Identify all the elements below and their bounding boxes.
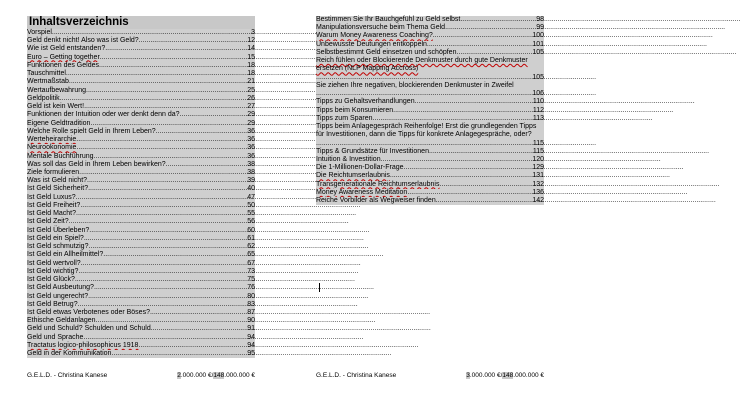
toc-entry[interactable] <box>27 161 255 169</box>
toc-entry-page: 91 <box>247 325 255 333</box>
toc-entry-title: Transgenerationale Reichtumserlaubnis <box>316 180 440 188</box>
toc-entry-title: Werteheirarchie <box>27 136 77 144</box>
toc-entry-page: 99 <box>536 24 544 32</box>
toc-entry-title: Funktionen der Intuition oder wer denkt denn da? <box>27 111 180 119</box>
toc-leader-dots <box>439 181 531 189</box>
toc-entry-page: 3 <box>251 29 255 36</box>
toc-entry[interactable] <box>316 49 544 57</box>
toc-leader-dots <box>80 202 246 210</box>
footer-author: G.E.L.D. - Christina Kanese <box>316 372 397 379</box>
toc-entry-page: 38 <box>247 160 255 168</box>
toc-entry-title: Wertaufbewahrung <box>27 86 87 94</box>
toc-entry-page: 94 <box>247 341 255 349</box>
toc-leader-dots <box>316 74 531 82</box>
toc-entry-title: Geld denkt nicht! Also was ist Geld? <box>27 37 139 45</box>
toc-entry-page: 129 <box>532 164 544 172</box>
toc-leader-dots <box>60 95 247 103</box>
toc-entry-page: 26 <box>247 94 255 102</box>
toc-entry-title: Eigene Geldtradition <box>27 119 91 127</box>
toc-leader-dots <box>138 342 246 350</box>
toc-entry-page: 106 <box>532 90 544 98</box>
toc-entry[interactable] <box>27 268 255 276</box>
toc-entry-tail <box>316 74 544 82</box>
toc-entry[interactable] <box>27 144 255 152</box>
toc-entry[interactable] <box>316 16 544 24</box>
toc-entry[interactable] <box>27 87 255 95</box>
toc-entry-page: 38 <box>247 168 255 176</box>
toc-entry-page: 65 <box>247 251 255 259</box>
toc-entry-title: Ist Geld Freiheit? <box>27 201 81 209</box>
toc-entry[interactable] <box>27 202 255 210</box>
toc-entry-title: Reiche Vorbilder als Wegweiser finden <box>316 197 436 205</box>
toc-entry-title: Manipulationsversuche beim Thema Geld <box>316 24 446 32</box>
toc-entry-title: Neurookonomie <box>27 144 77 152</box>
toc-entry-page: 80 <box>247 292 255 300</box>
toc-entry[interactable] <box>316 32 544 40</box>
toc-entry-title: Tipps beim Konsumieren <box>316 106 394 114</box>
toc-entry-page: 36 <box>247 136 255 144</box>
toc-entry-title: Die 1-Millionen-Dollar-Frage <box>316 164 404 172</box>
toc-entry-title: Sie ziehen Ihre negativen, blockierenden Denkmuster in Zweifel <box>316 81 514 89</box>
toc-entry-page: 21 <box>247 78 255 86</box>
toc-entry[interactable] <box>27 120 255 128</box>
toc-entry-title: Ist Geld etwas Verbotenes oder Böses? <box>27 308 150 316</box>
toc-entry-title: Warum Money Awareness Coaching? <box>316 32 433 40</box>
toc-entry[interactable] <box>27 235 255 243</box>
toc-entry[interactable] <box>27 111 255 119</box>
toc-entry[interactable] <box>27 37 255 45</box>
toc-entry-page: 15 <box>247 53 255 61</box>
toc-entry-page: 115 <box>532 147 544 155</box>
toc-leader-dots <box>76 136 246 144</box>
toc-entry-title: Ist Geld Ausbeutung? <box>27 284 94 292</box>
toc-leader-dots <box>94 153 247 161</box>
toc-entry-title: Tractatus logico-philosophicus 1918 <box>27 341 139 349</box>
toc-entry[interactable] <box>27 342 255 350</box>
toc-entry-title: Geld und Sprache <box>27 333 84 341</box>
footer-author: G.E.L.D. - Christina Kanese <box>27 372 108 379</box>
toc-leader-dots <box>150 309 246 317</box>
toc-leader-dots <box>156 128 247 136</box>
toc-entry-title: Ist Geld ungerecht? <box>27 292 89 300</box>
toc-entry[interactable] <box>316 41 544 49</box>
toc-entry-page: 50 <box>247 201 255 209</box>
toc-leader-dots <box>436 197 532 205</box>
toc-entry[interactable] <box>27 185 255 193</box>
toc-entry[interactable] <box>316 148 544 156</box>
toc-entry-page: 98 <box>536 16 544 23</box>
toc-entry-page: 101 <box>532 40 544 48</box>
toc-entry-title: Ist Geld Glück? <box>27 276 75 284</box>
toc-entry-page: 27 <box>247 103 255 111</box>
page-footer-left <box>27 372 255 380</box>
toc-entry[interactable] <box>316 181 544 189</box>
toc-leader-dots <box>100 54 246 62</box>
toc-entry[interactable] <box>316 98 544 106</box>
toc-leader-dots <box>103 251 246 259</box>
toc-entry-title: Was soll das Geld in Ihrem Leben bewirken? <box>27 160 166 168</box>
toc-entry-page: 29 <box>247 119 255 127</box>
toc-entry-page: 36 <box>247 152 255 160</box>
toc-entry-page: 39 <box>247 177 255 185</box>
toc-entry[interactable] <box>316 156 544 164</box>
toc-entry-page: 55 <box>247 210 255 218</box>
toc-leader-dots <box>87 177 246 185</box>
toc-leader-dots <box>84 103 246 111</box>
toc-leader-dots <box>66 70 246 78</box>
toc-entry[interactable] <box>27 153 255 161</box>
toc-entry-tail <box>316 140 544 148</box>
toc-leader-dots <box>373 115 532 123</box>
toc-entry-title: Geld in der Kommunikation <box>27 350 112 358</box>
toc-leader-dots <box>415 98 532 106</box>
toc-entry-title: Tipps zu Gehaltsverhandlungen <box>316 98 415 106</box>
toc-entry[interactable] <box>27 177 255 185</box>
footer-page-number: 2.000.000 €/148.000.000 € <box>177 372 255 379</box>
toc-entry-title: Ist Geld Zeit? <box>27 218 69 226</box>
toc-entry-title: Ethische Geldanlagen <box>27 317 96 325</box>
toc-entry-page: 36 <box>247 144 255 152</box>
toc-entry-page: 105 <box>532 73 544 81</box>
toc-entry-page: 14 <box>247 45 255 53</box>
toc-entry-title: Geld ist kein Wert! <box>27 103 85 111</box>
toc-entry-page: 142 <box>532 197 544 205</box>
toc-entry-title: Wertmaßstab <box>27 78 69 86</box>
toc-leader-dots <box>79 169 246 177</box>
toc-entry-page: 76 <box>247 284 255 292</box>
toc-entry[interactable] <box>27 334 255 342</box>
toc-entry[interactable] <box>27 284 255 292</box>
toc-entry-title: Bestimmen Sie Ihr Bauchgefühl zu Geld selbst <box>316 16 461 23</box>
toc-entry-title: Ziele formulieren <box>27 168 80 176</box>
toc-leader-dots <box>139 37 247 45</box>
toc-entry-title: Tipps & Grundsätze für Investitionen <box>316 147 429 155</box>
toc-leader-dots <box>69 78 246 86</box>
toc-entry-page: 25 <box>247 86 255 94</box>
toc-entry-page: 75 <box>247 276 255 284</box>
toc-entry[interactable] <box>27 350 255 358</box>
toc-entry-title: Ist Geld Überleben? <box>27 226 90 234</box>
toc-entry-page: 40 <box>247 185 255 193</box>
toc-leader-dots <box>76 210 246 218</box>
toc-leader-dots <box>90 120 246 128</box>
toc-entry-page: 36 <box>247 127 255 135</box>
toc-entry[interactable] <box>27 194 255 202</box>
toc-entry-title: Tauschmittel <box>27 70 66 78</box>
toc-leader-dots <box>456 49 531 57</box>
toc-entry-page: 18 <box>247 61 255 69</box>
toc-entry-title: Ist Geld wertvoll? <box>27 259 81 267</box>
toc-entry-page: 83 <box>247 300 255 308</box>
toc-entry[interactable] <box>27 95 255 103</box>
toc-entry-page: 73 <box>247 267 255 275</box>
toc-leader-dots <box>427 41 531 49</box>
toc-leader-dots <box>76 144 246 152</box>
toc-entry-title: Ist Geld Betrug? <box>27 300 78 308</box>
toc-entry[interactable] <box>27 62 255 70</box>
toc-entries-left <box>27 29 255 358</box>
toc-entry-page: 61 <box>247 234 255 242</box>
toc-leader-dots <box>99 62 246 70</box>
toc-entry[interactable] <box>316 115 544 123</box>
toc-entry-page: 87 <box>247 308 255 316</box>
toc-entry-title: Intuition & Investition <box>316 155 381 163</box>
toc-entry[interactable] <box>27 276 255 284</box>
toc-entry-title: Die Reichtumserlaubnis <box>316 172 390 180</box>
toc-entry[interactable] <box>27 317 255 325</box>
right-page <box>316 0 544 400</box>
toc-entry-page: 105 <box>532 48 544 56</box>
toc-leader-dots <box>166 161 247 169</box>
toc-leader-dots <box>105 45 246 53</box>
toc-entry-tail <box>316 90 544 98</box>
toc-entry-page: 12 <box>247 37 255 45</box>
toc-entry[interactable] <box>27 301 255 309</box>
toc-leader-dots <box>404 164 532 172</box>
toc-entry-page: 115 <box>532 139 544 147</box>
toc-entry-title: Ist Geld Luxus? <box>27 193 76 201</box>
toc-leader-dots <box>393 107 532 115</box>
toc-entry-page: 100 <box>532 32 544 40</box>
toc-entry-page: 136 <box>532 188 544 196</box>
toc-entry[interactable] <box>27 325 255 333</box>
toc-entry[interactable] <box>316 189 544 197</box>
toc-entry[interactable] <box>27 29 255 37</box>
toc-leader-dots <box>96 317 247 325</box>
toc-entry[interactable] <box>316 82 544 98</box>
toc-entry-title: Was ist Geld nicht? <box>27 177 88 185</box>
toc-leader-dots <box>69 218 247 226</box>
toc-leader-dots <box>88 185 246 193</box>
toc-leader-dots <box>83 334 246 342</box>
toc-entry[interactable] <box>27 210 255 218</box>
toc-leader-dots <box>460 16 535 24</box>
toc-entry-page: 132 <box>532 180 544 188</box>
toc-entry[interactable] <box>316 197 544 205</box>
toc-leader-dots <box>111 350 246 358</box>
toc-entry[interactable] <box>27 70 255 78</box>
toc-leader-dots <box>75 276 246 284</box>
toc-entry-title: Mentale Buchführung <box>27 152 94 160</box>
toc-entries-right <box>316 16 544 205</box>
toc-leader-dots <box>316 140 532 148</box>
toc-entry[interactable] <box>27 169 255 177</box>
toc-entry[interactable] <box>27 45 255 53</box>
toc-entry-page: 113 <box>532 114 544 122</box>
toc-leader-dots <box>180 111 247 119</box>
toc-entry-title: Geld und Schuld? Schulden und Schuld <box>27 325 151 333</box>
toc-leader-dots <box>76 194 247 202</box>
toc-entry-page: 110 <box>532 98 544 106</box>
toc-entry-title: Ist Geld ein Spiel? <box>27 234 84 242</box>
toc-entry-title: Vorspiel <box>27 29 52 36</box>
toc-entry-title: Ist Geld Sicherheit? <box>27 185 89 193</box>
toc-entry-page: 47 <box>247 193 255 201</box>
toc-entry-page: 62 <box>247 243 255 251</box>
toc-leader-dots <box>381 156 532 164</box>
toc-entry[interactable] <box>316 123 544 148</box>
toc-entry-title: Funktionen des Geldes <box>27 61 99 69</box>
toc-entry-page: 94 <box>247 333 255 341</box>
toc-entry[interactable] <box>27 260 255 268</box>
toc-entry[interactable] <box>27 78 255 86</box>
toc-entry-title: Ist Geld ein Allheilmittel? <box>27 251 104 259</box>
toc-entry-title: Ist Geld schmutzig? <box>27 243 89 251</box>
toc-entry[interactable] <box>27 227 255 235</box>
toc-entry[interactable] <box>27 136 255 144</box>
toc-entry[interactable] <box>27 309 255 317</box>
toc-leader-dots <box>52 29 250 37</box>
toc-entry-title: Euro – Getting together <box>27 53 100 61</box>
toc-entry-title: Unbewusste Deutungen entkoppeln <box>316 40 427 48</box>
toc-entry-title: Welche Rolle spielt Geld in Ihrem Leben? <box>27 127 156 135</box>
toc-entry-title: Selbstbestimmt Geld einsetzen und schöpfen <box>316 48 457 56</box>
toc-leader-dots <box>86 87 246 95</box>
toc-entry[interactable] <box>27 218 255 226</box>
toc-entry-title: Reich fühlen oder Blockierende Denkmuster durch gute Denkmuster ersetzen (NLP Mapping Accross) <box>316 57 528 73</box>
toc-entry[interactable] <box>27 103 255 111</box>
toc-entry-title: Ist Geld wichtig? <box>27 267 79 275</box>
toc-leader-dots <box>88 293 246 301</box>
toc-entry-page: 90 <box>247 317 255 325</box>
toc-entry[interactable] <box>316 172 544 180</box>
toc-leader-dots <box>89 227 246 235</box>
toc-leader-dots <box>390 172 531 180</box>
toc-entry[interactable] <box>316 24 544 32</box>
toc-leader-dots <box>429 148 532 156</box>
toc-entry[interactable] <box>27 54 255 62</box>
toc-entry[interactable] <box>27 251 255 259</box>
toc-leader-dots <box>94 284 246 292</box>
toc-entry-page: 112 <box>532 106 544 114</box>
text-cursor <box>319 283 320 292</box>
toc-entry-page: 56 <box>247 218 255 226</box>
toc-entry-title: Geldpolitik <box>27 94 60 102</box>
toc-entry[interactable] <box>27 243 255 251</box>
toc-entry-title: Tipps zum Sparen <box>316 114 373 122</box>
toc-leader-dots <box>151 325 246 333</box>
toc-entry-page: 131 <box>532 172 544 180</box>
toc-leader-dots <box>78 268 246 276</box>
toc-heading: Inhaltsverzeichnis <box>27 16 255 29</box>
toc-leader-dots <box>445 24 535 32</box>
toc-entry-title: Tipps beim Anlagegespräch Reihenfolge! Erst die grundlegenden Tipps für Investitionen, dann die Tipps für konkrete Anlagegespräche, oder? <box>316 123 537 139</box>
toc-entry-page: 120 <box>532 155 544 163</box>
toc-entry[interactable] <box>316 164 544 172</box>
toc-entry-page: 67 <box>247 259 255 267</box>
toc-leader-dots <box>407 189 531 197</box>
toc-entry[interactable] <box>316 57 544 82</box>
toc-entry-page: 18 <box>247 70 255 78</box>
toc-leader-dots <box>88 243 246 251</box>
toc-entry-page: 29 <box>247 111 255 119</box>
footer-page-number: 3.000.000 €/148.000.000 € <box>466 372 544 379</box>
toc-entry-page: 95 <box>247 350 255 358</box>
toc-entry[interactable] <box>316 107 544 115</box>
toc-entry-title: Wie ist Geld entstanden? <box>27 45 106 53</box>
toc-entry-title: Money Awareness Meditation <box>316 188 408 196</box>
toc-entry-title: Ist Geld Macht? <box>27 210 77 218</box>
toc-leader-dots <box>433 32 532 40</box>
toc-leader-dots <box>78 301 247 309</box>
page-footer-right <box>316 372 544 380</box>
toc-entry[interactable] <box>27 293 255 301</box>
toc-leader-dots <box>316 90 531 98</box>
toc-leader-dots <box>81 260 247 268</box>
toc-entry[interactable] <box>27 128 255 136</box>
left-page <box>27 0 291 400</box>
toc-leader-dots <box>84 235 246 243</box>
toc-entry-page: 60 <box>247 226 255 234</box>
